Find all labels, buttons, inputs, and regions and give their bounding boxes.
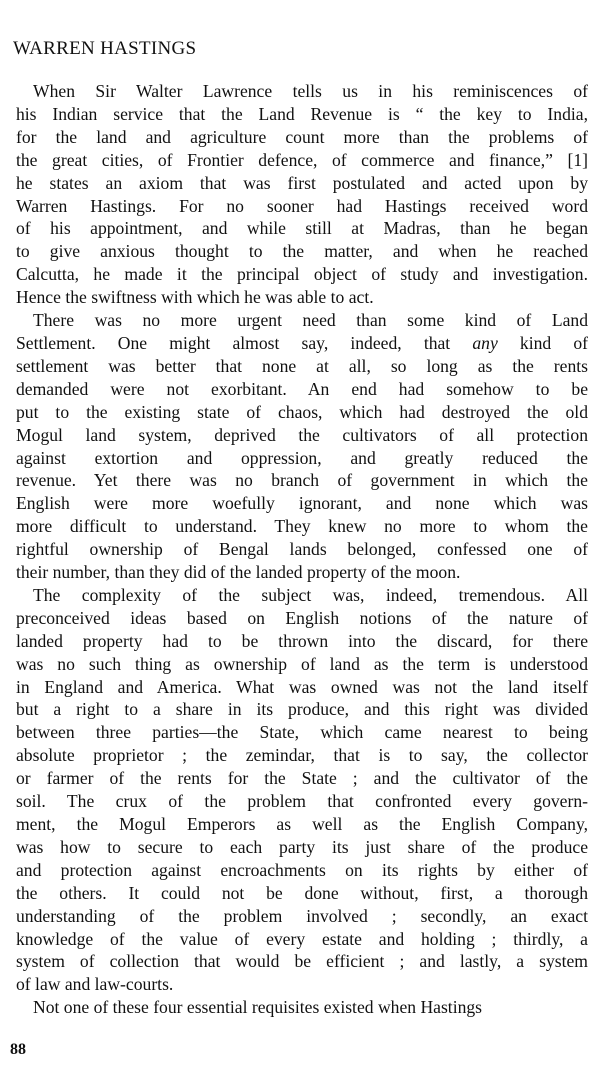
text-line: demanded were not exorbitant. An end had somehow to be (16, 378, 588, 399)
text-line: in England and America. What was owned was not the land itself (16, 676, 588, 697)
text-line: soil. The crux of the problem that confronted every govern- (16, 791, 588, 812)
paragraph-1 (16, 80, 588, 309)
page-number: 88 (10, 1041, 26, 1058)
text-line: Hence the swiftness with which he was able to act. (16, 287, 374, 308)
paragraph-2 (16, 309, 588, 584)
text-line: knowledge of the value of every estate and holding ; thirdly, a (16, 928, 588, 949)
text-line: or farmer of the rents for the State ; and the cultivator of the (16, 768, 588, 789)
text-line: more difficult to understand. They knew no more to whom the (16, 516, 588, 537)
text-line: revenue. Yet there was no branch of government in which the (16, 470, 588, 491)
text-line: understanding of the problem involved ; secondly, an exact (16, 905, 588, 926)
text-line: rightful ownership of Bengal lands belonged, confessed one of (16, 539, 588, 560)
text-line: landed property had to be thrown into the discard, for there (16, 630, 588, 651)
text-line: was no such thing as ownership of land as the term is understood (16, 653, 588, 674)
text-line: put to the existing state of chaos, which had destroyed the old (16, 401, 588, 422)
text-line: and protection against encroachments on its rights by either of (16, 859, 588, 880)
text-line: between three parties—the State, which came nearest to being (16, 722, 588, 743)
text-line: Calcutta, he made it the principal object of study and investigation. (16, 264, 588, 285)
body-text (16, 80, 588, 1019)
text-line: preconceived ideas based on English notions of the nature of (16, 607, 588, 628)
text-line: There was no more urgent need than some kind of Land (33, 310, 588, 331)
text-line: of his appointment, and while still at Madras, than he began (16, 218, 588, 239)
text-line: The complexity of the subject was, indeed, tremendous. All (33, 584, 588, 605)
text-line: Mogul land system, deprived the cultivators of all protection (16, 424, 588, 445)
text-line: Settlement. One might almost say, indeed, that any kind of (16, 332, 588, 353)
text-line: his Indian service that the Land Revenue is “ the key to India, (16, 103, 588, 124)
text-line: their number, than they did of the landed property of the moon. (16, 562, 461, 583)
text-line: against extortion and oppression, and greatly reduced the (16, 447, 588, 468)
text-line: Warren Hastings. For no sooner had Hastings received word (16, 195, 588, 216)
text-line: but a right to a share in its produce, and this right was divided (16, 699, 588, 720)
text-line: When Sir Walter Lawrence tells us in his reminiscences of (33, 81, 588, 101)
text-line: ment, the Mogul Emperors as well as the English Company, (16, 814, 588, 834)
text-line: system of collection that would be efficient ; and lastly, a system (16, 951, 588, 972)
text-line: the great cities, of Frontier defence, of commerce and finance,” [1] (16, 149, 588, 170)
text-line: for the land and agriculture count more than the problems of (16, 126, 588, 147)
text-line: was how to secure to each party its just share of the produce (16, 836, 588, 857)
text-line: Not one of these four essential requisites existed when Hastings (33, 997, 483, 1018)
running-head: WARREN HASTINGS (13, 38, 197, 59)
text-line: absolute proprietor ; the zemindar, that is to say, the collector (16, 745, 588, 766)
text-line: he states an axiom that was first postulated and acted upon by (16, 172, 588, 193)
text-line: the others. It could not be done without, first, a thorough (16, 882, 588, 903)
text-line: to give anxious thought to the matter, and when he reached (16, 241, 588, 262)
text-line: English were more woefully ignorant, and none which was (16, 493, 588, 514)
emphasis: any (472, 332, 498, 353)
text-line: of law and law-courts. (16, 974, 174, 995)
text-line: settlement was better that none at all, so long as the rents (16, 355, 588, 376)
paragraph-3 (16, 584, 588, 996)
paragraph-4 (16, 996, 588, 1019)
